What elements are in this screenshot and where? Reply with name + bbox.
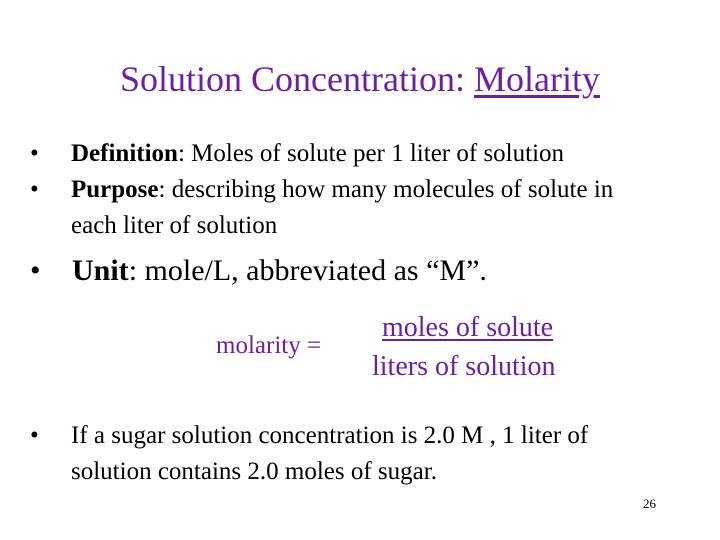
bullet-marker: • [30,176,39,203]
slide-title [0,58,720,101]
bullet-marker: • [30,254,41,287]
bullet-text: : mole/L, abbreviated as “M”. [128,254,487,287]
title-prefix: Solution Concentration: [120,59,474,99]
bullet-marker: • [30,140,39,167]
bullet-example [30,418,690,490]
page-number: 26 [643,496,656,511]
bullet-term: Unit [72,254,129,287]
bullet-text: : Moles of solute per 1 liter of solution [177,140,565,167]
title-emphasis: Molarity [474,59,600,99]
formula-lhs: molarity = [216,332,322,359]
bullet-text: If a sugar solution concentration is 2.0 M , 1 liter of solution contains 2.0 moles of sugar. [71,422,589,485]
bullet-definition [30,136,690,172]
bullet-term: Definition [71,140,178,167]
formula-denominator: liters of solution [372,351,556,382]
bullet-marker: • [30,422,39,449]
bullet-term: Purpose [71,176,159,203]
bullet-text: : describing how many molecules of solute in each liter of solution [71,176,614,239]
bullet-unit [30,251,690,291]
formula-numerator: moles of solute [382,312,554,343]
bullet-purpose [30,172,690,244]
